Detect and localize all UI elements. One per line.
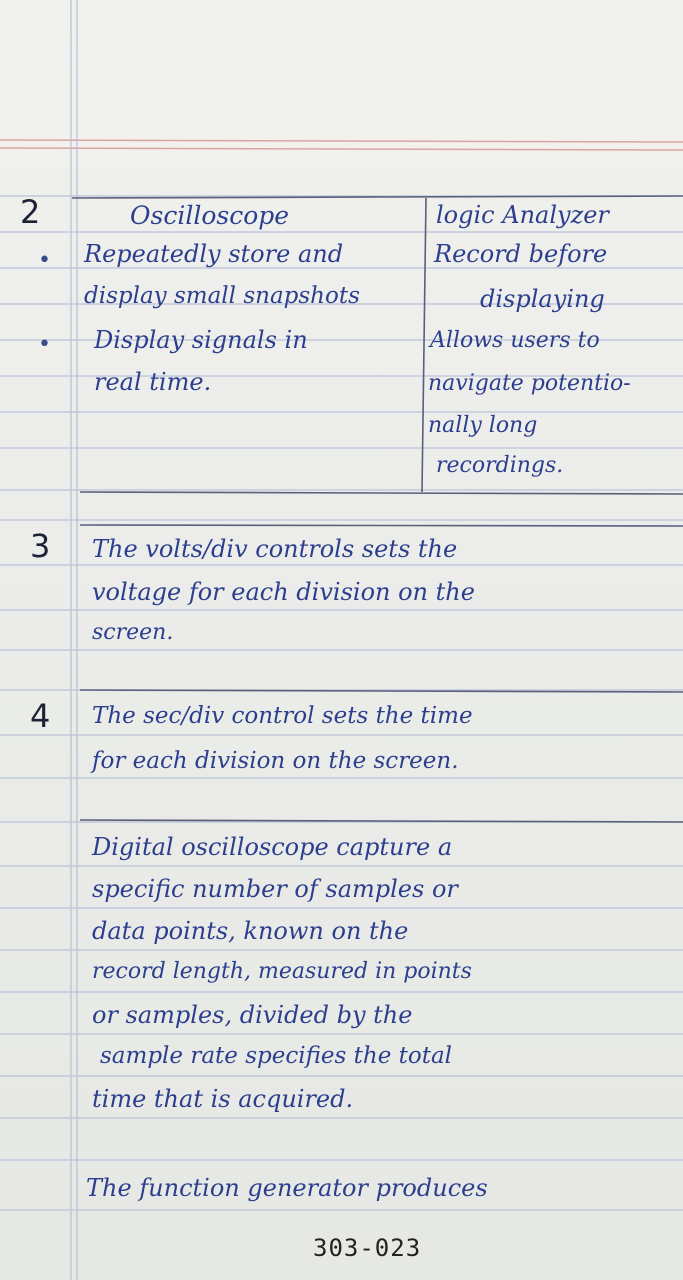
page-number: 303-023	[313, 1234, 422, 1262]
paragraph-line: Digital oscilloscope capture a	[92, 833, 453, 861]
section3-line: screen.	[92, 620, 174, 645]
logic-analyzer-line: Allows users to	[430, 328, 600, 353]
paragraph-line: data points, known on the	[92, 917, 409, 945]
logic-analyzer-line: navigate potentio-	[428, 371, 631, 396]
bullet-point: •	[38, 332, 51, 357]
paragraph-line: time that is acquired.	[92, 1085, 354, 1113]
logic-analyzer-line: nally long	[428, 413, 538, 438]
paragraph-line: sample rate specifies the total	[100, 1043, 453, 1069]
column-header-logic-analyzer: logic Analyzer	[436, 201, 609, 229]
oscilloscope-line: Repeatedly store and	[84, 240, 344, 268]
paragraph-line: or samples, divided by the	[92, 1001, 413, 1029]
section-number: 4	[30, 697, 51, 735]
section-number: 2	[20, 193, 41, 231]
top-margin-line	[0, 148, 683, 150]
section4-line: for each division on the screen.	[92, 748, 459, 774]
paragraph-line: specific number of samples or	[92, 875, 458, 903]
closing-line: The function generator produces	[86, 1174, 488, 1202]
paragraph-line: record length, measured in points	[92, 959, 472, 984]
logic-analyzer-line: displaying	[480, 285, 605, 313]
section-number: 3	[30, 527, 51, 565]
oscilloscope-line: real time.	[94, 368, 212, 396]
bullet-point: •	[38, 248, 51, 273]
oscilloscope-line: display small snapshots	[84, 283, 360, 309]
section4-line: The sec/div control sets the time	[92, 703, 473, 729]
column-header-oscilloscope: Oscilloscope	[130, 201, 290, 230]
section3-line: The volts/div controls sets the	[92, 535, 458, 563]
logic-analyzer-line: Record before	[434, 240, 608, 268]
logic-analyzer-line: recordings.	[436, 453, 564, 478]
section3-line: voltage for each division on the	[92, 578, 475, 606]
oscilloscope-line: Display signals in	[94, 326, 308, 354]
top-margin-line	[0, 140, 683, 142]
